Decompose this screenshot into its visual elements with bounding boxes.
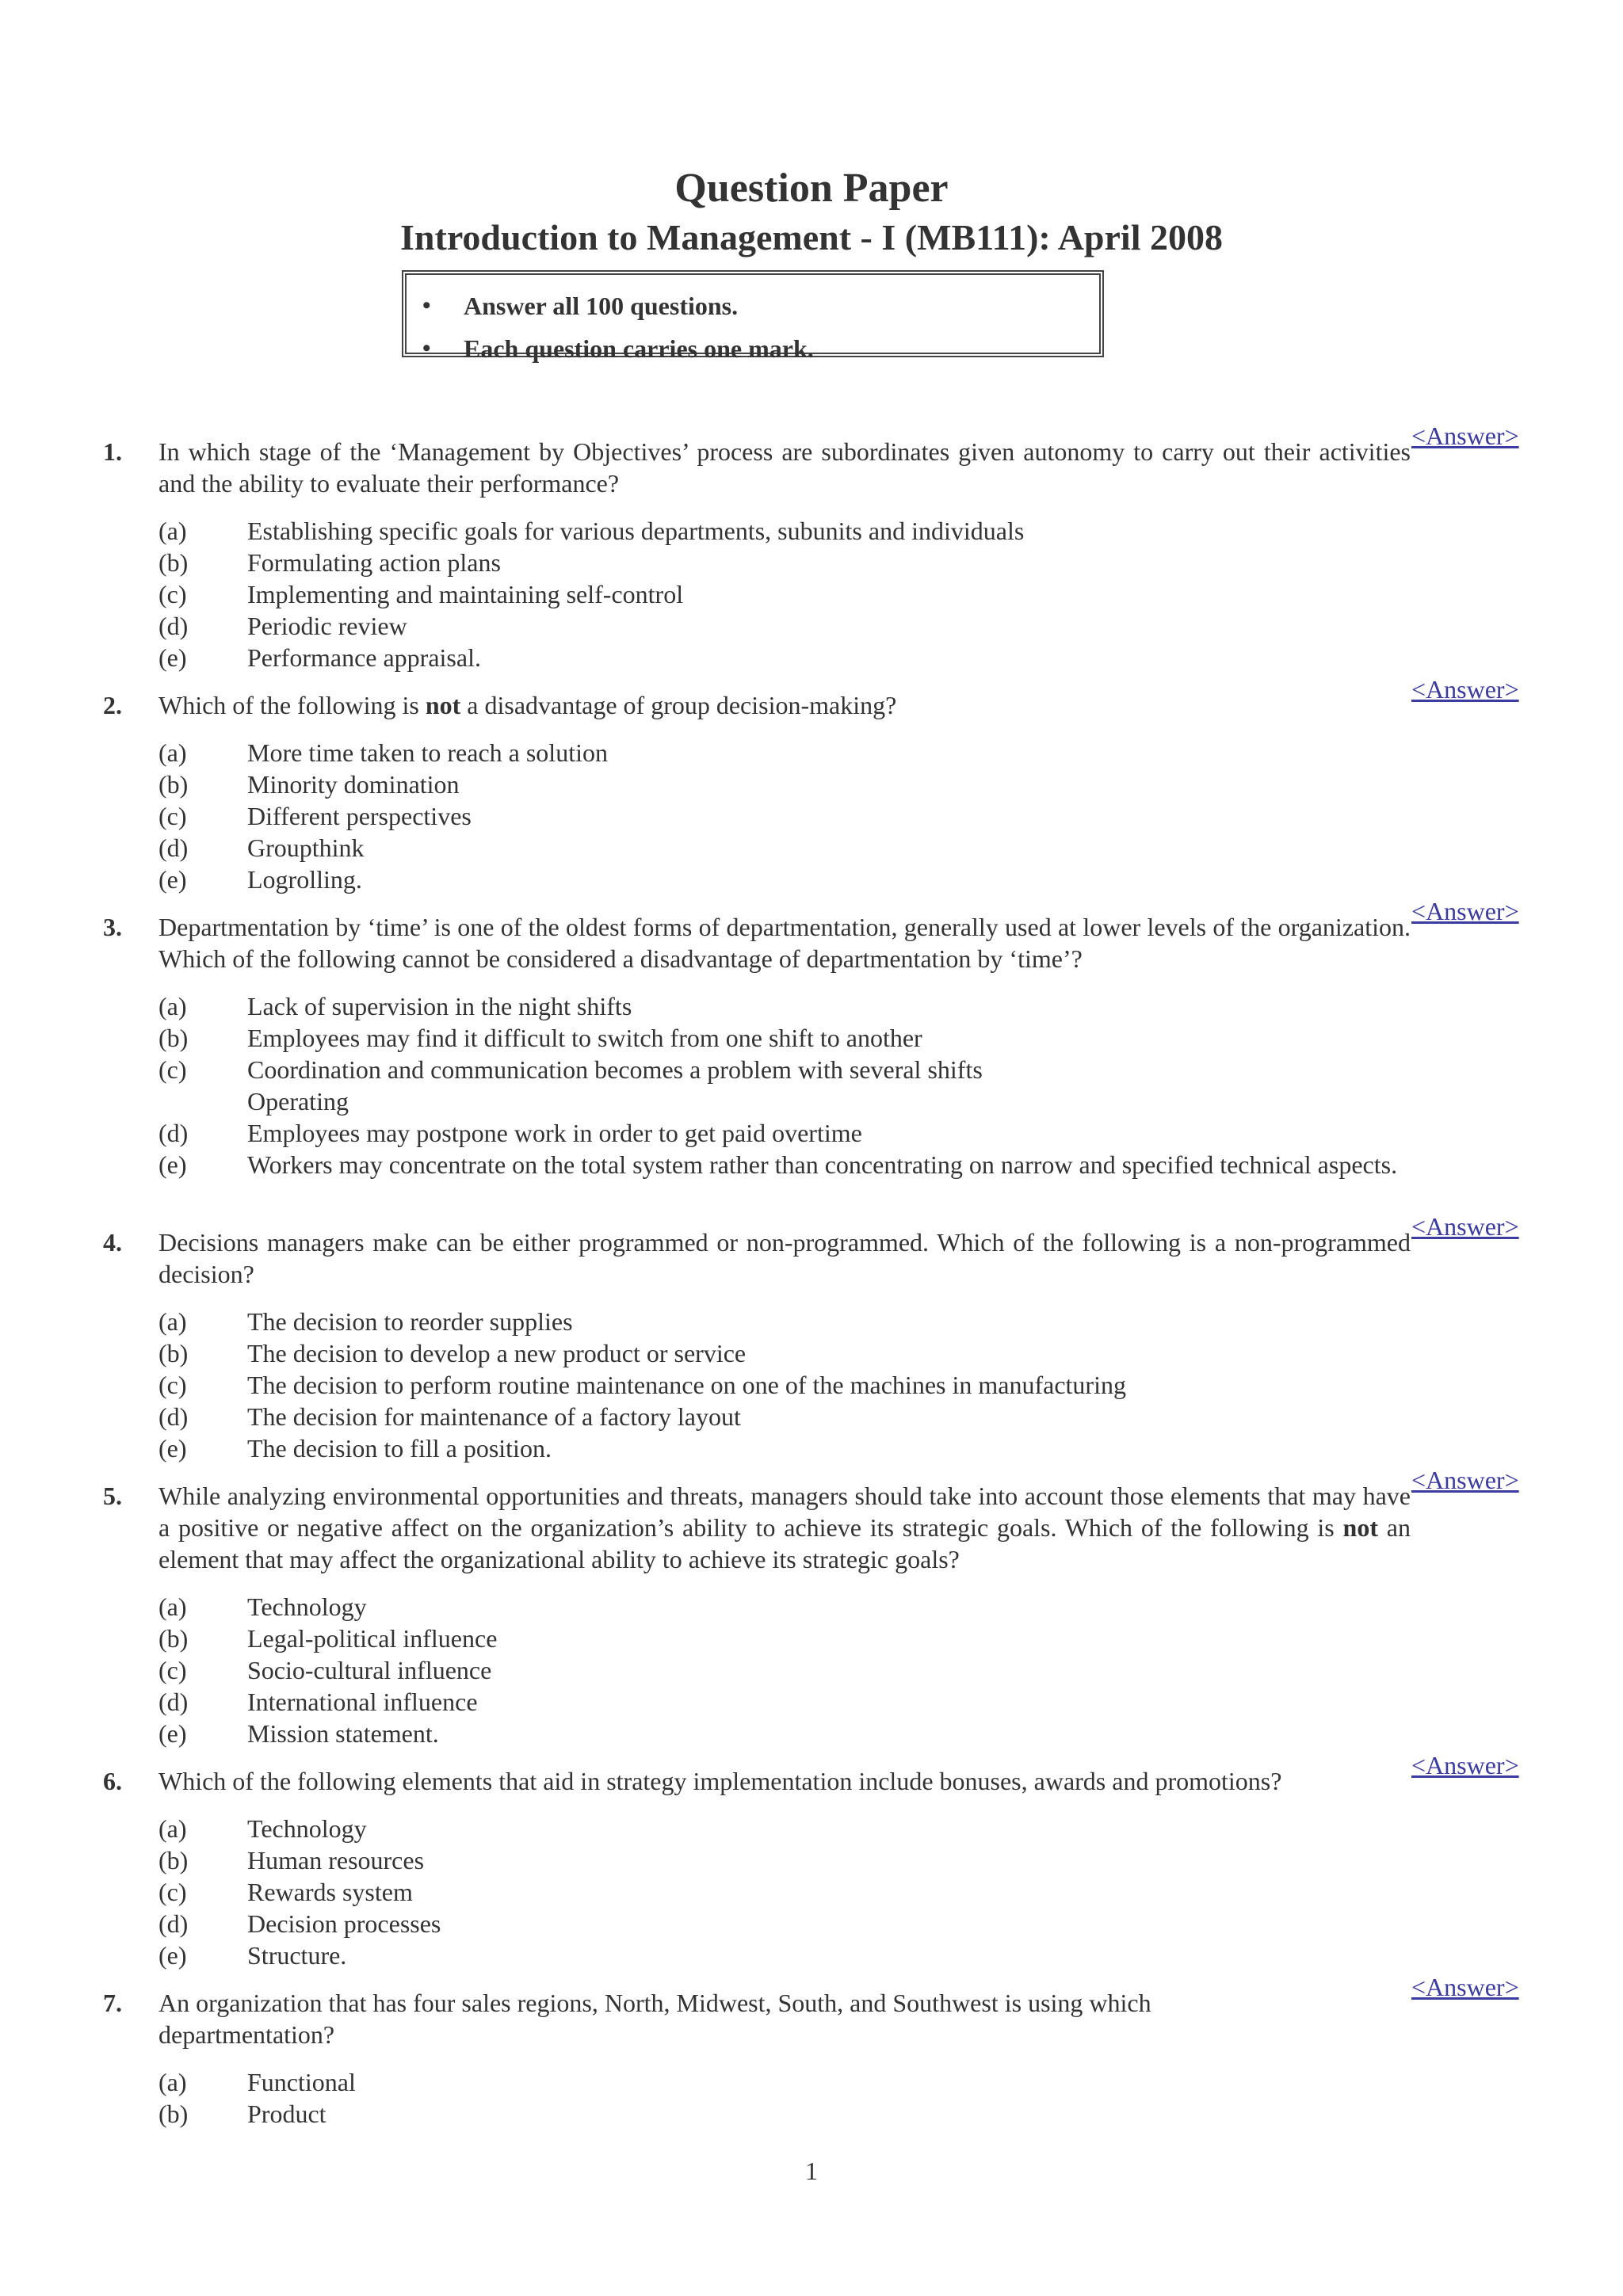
option-letter: (b)	[158, 2100, 189, 2128]
options-list	[158, 1306, 1411, 1464]
question-text: Departmentation by ‘time’ is one of the oldest forms of departmentation, generally used at lower levels of the organization. Which of the following cannot be considered a disadvantage of departmentation by ‘time’?	[158, 913, 1411, 973]
option-letter: (e)	[158, 1434, 187, 1463]
bullet-icon: •	[422, 292, 431, 318]
option-text: Technology	[247, 1592, 367, 1621]
option-item	[158, 1654, 1411, 1686]
page-title: Question Paper	[674, 166, 949, 211]
option-text: Formulating action plans	[247, 548, 501, 577]
option-item	[158, 578, 1411, 610]
answer-link[interactable]: <Answer>	[1411, 1973, 1519, 2001]
option-letter: (c)	[158, 1656, 187, 1684]
option-text: Lack of supervision in the night shifts	[247, 992, 632, 1020]
question-text	[158, 1480, 1411, 1575]
option-text: International influence	[247, 1688, 478, 1716]
question-emphasis: not	[1342, 1513, 1378, 1542]
option-item	[158, 1149, 1411, 1180]
option-letter: (a)	[158, 1814, 187, 1843]
option-item	[158, 610, 1411, 642]
option-letter: (e)	[158, 1150, 187, 1179]
instruction-item	[422, 327, 1099, 370]
question-text-part: Which of the following is	[158, 691, 426, 719]
option-item	[158, 642, 1411, 673]
option-text: Implementing and maintaining self-control	[247, 580, 684, 608]
option-item	[158, 769, 1411, 800]
option-letter: (d)	[158, 833, 189, 862]
option-item	[158, 1908, 1411, 1939]
answer-link[interactable]: <Answer>	[1411, 897, 1519, 925]
option-item	[158, 832, 1411, 864]
option-text: Logrolling.	[247, 865, 362, 894]
option-letter: (e)	[158, 865, 187, 894]
option-letter: (d)	[158, 1688, 189, 1716]
answer-link[interactable]: <Answer>	[1411, 421, 1519, 450]
instruction-item	[422, 284, 1099, 327]
option-letter: (d)	[158, 1402, 189, 1431]
question-text: Decisions managers make can be either programmed or non-programmed. Which of the following is a non-programmed decision?	[158, 1228, 1411, 1288]
option-letter: (a)	[158, 517, 187, 545]
question-text	[158, 1987, 1411, 2050]
option-item	[158, 515, 1411, 547]
question-number: 4.	[103, 1228, 122, 1257]
option-item	[158, 864, 1411, 895]
options-list	[158, 737, 1411, 895]
option-item	[158, 1432, 1411, 1464]
option-text: More time taken to reach a solution	[247, 738, 608, 767]
option-item	[158, 1718, 1411, 1749]
option-text: Periodic review	[247, 612, 407, 640]
options-list	[158, 990, 1411, 1180]
question-number: 1.	[103, 437, 122, 466]
option-item	[158, 1306, 1411, 1337]
option-letter: (d)	[158, 1909, 189, 1938]
option-text: Structure.	[247, 1941, 347, 1970]
option-text-line: Coordination and communication becomes a problem with several shifts	[247, 1055, 983, 1084]
option-letter: (a)	[158, 1592, 187, 1621]
page-subtitle: Introduction to Management - I (MB111): April 2008	[400, 217, 1223, 257]
option-item	[158, 1623, 1411, 1654]
option-letter: (c)	[158, 1371, 187, 1399]
option-item	[158, 1022, 1411, 1054]
option-item	[158, 2066, 1411, 2098]
question-text-line: An organization that has four sales regions, North, Midwest, South, and Southwest is using which	[158, 1989, 1151, 2017]
instruction-text: Answer all 100 questions.	[464, 292, 739, 320]
question-text-part: While analyzing environmental opportunities and threats, managers should take into account those elements that may have a positive or negative affect on the organization’s ability to achieve its strategic goals. Which of the following is	[158, 1482, 1411, 1542]
option-text: Legal-political influence	[247, 1624, 498, 1653]
option-text: Mission statement.	[247, 1719, 439, 1748]
option-item	[158, 1813, 1411, 1844]
option-item	[158, 1337, 1411, 1369]
option-letter: (d)	[158, 1119, 189, 1147]
option-text-line: Operating	[247, 1087, 349, 1116]
question-text: In which stage of the ‘Management by Objectives’ process are subordinates given autonomy to carry out their activities and the ability to evaluate their performance?	[158, 437, 1411, 498]
option-text: The decision for maintenance of a factory layout	[247, 1402, 741, 1431]
question-number: 3.	[103, 913, 122, 941]
option-item	[158, 1876, 1411, 1908]
instruction-text: Each question carries one mark.	[464, 334, 814, 363]
answer-link[interactable]: <Answer>	[1411, 1212, 1519, 1241]
option-text: Employees may postpone work in order to get paid overtime	[247, 1119, 862, 1147]
answer-link[interactable]: <Answer>	[1411, 1466, 1519, 1494]
option-item	[158, 1939, 1411, 1971]
options-list	[158, 1813, 1411, 1971]
question-number: 2.	[103, 691, 122, 719]
option-item	[158, 1844, 1411, 1876]
option-letter: (c)	[158, 580, 187, 608]
option-letter: (a)	[158, 738, 187, 767]
question-text: Which of the following elements that aid in strategy implementation include bonuses, awards and promotions?	[158, 1767, 1282, 1795]
option-text: Establishing specific goals for various departments, subunits and individuals	[247, 517, 1025, 545]
option-letter: (b)	[158, 548, 189, 577]
option-text	[247, 1054, 1411, 1117]
option-text: Groupthink	[247, 833, 365, 862]
question-number: 7.	[103, 1989, 122, 2017]
option-text: The decision to perform routine maintenance on one of the machines in manufacturing	[247, 1371, 1126, 1399]
option-item	[158, 1054, 1411, 1117]
question-text-line: departmentation?	[158, 2020, 335, 2049]
option-item	[158, 990, 1411, 1022]
answer-link[interactable]: <Answer>	[1411, 1751, 1519, 1779]
option-text: The decision to develop a new product or service	[247, 1339, 747, 1367]
options-list	[158, 2066, 1411, 2130]
instructions-box	[402, 270, 1104, 363]
option-text: Performance appraisal.	[247, 643, 481, 672]
option-item	[158, 1117, 1411, 1149]
options-list	[158, 1591, 1411, 1749]
page-number: 1	[805, 2157, 818, 2185]
option-text: Product	[247, 2100, 327, 2128]
option-item	[158, 1686, 1411, 1718]
option-letter: (a)	[158, 1307, 187, 1336]
option-letter: (e)	[158, 1941, 187, 1970]
option-letter: (b)	[158, 770, 189, 799]
option-letter: (c)	[158, 1878, 187, 1906]
option-text: Functional	[247, 2068, 356, 2096]
option-letter: (b)	[158, 1624, 189, 1653]
option-item	[158, 2098, 1411, 2130]
option-text: Employees may find it difficult to switch from one shift to another	[247, 1024, 922, 1052]
option-item	[158, 1591, 1411, 1623]
option-item	[158, 800, 1411, 832]
option-text: Human resources	[247, 1846, 425, 1875]
question-number: 6.	[103, 1767, 122, 1795]
option-text: Minority domination	[247, 770, 460, 799]
option-text: Socio-cultural influence	[247, 1656, 492, 1684]
option-text: Different perspectives	[247, 802, 472, 830]
option-letter: (b)	[158, 1846, 189, 1875]
option-letter: (e)	[158, 643, 187, 672]
option-text: The decision to reorder supplies	[247, 1307, 573, 1336]
option-text: The decision to fill a position.	[247, 1434, 552, 1463]
answer-link[interactable]: <Answer>	[1411, 675, 1519, 704]
option-item	[158, 1369, 1411, 1401]
option-letter: (d)	[158, 612, 189, 640]
options-list	[158, 515, 1411, 673]
option-text: Decision processes	[247, 1909, 441, 1938]
question-text	[158, 689, 1411, 721]
option-letter: (b)	[158, 1024, 189, 1052]
question-emphasis: not	[425, 691, 461, 719]
option-text: Technology	[247, 1814, 367, 1843]
option-text: Rewards system	[247, 1878, 413, 1906]
question-text-part: a disadvantage of group decision-making?	[460, 691, 897, 719]
option-item	[158, 547, 1411, 578]
option-item	[158, 1401, 1411, 1432]
bullet-icon: •	[422, 335, 431, 361]
question-text-part: an element that may affect the organizational ability to achieve its strategic goals?	[158, 1513, 1411, 1573]
option-letter: (b)	[158, 1339, 189, 1367]
option-letter: (e)	[158, 1719, 187, 1748]
option-letter: (c)	[158, 802, 187, 830]
option-letter: (a)	[158, 2068, 187, 2096]
option-letter: (a)	[158, 992, 187, 1020]
question-number: 5.	[103, 1482, 122, 1510]
option-text: Workers may concentrate on the total system rather than concentrating on narrow and specified technical aspects.	[247, 1150, 1398, 1179]
option-letter: (c)	[158, 1055, 187, 1084]
option-item	[158, 737, 1411, 769]
